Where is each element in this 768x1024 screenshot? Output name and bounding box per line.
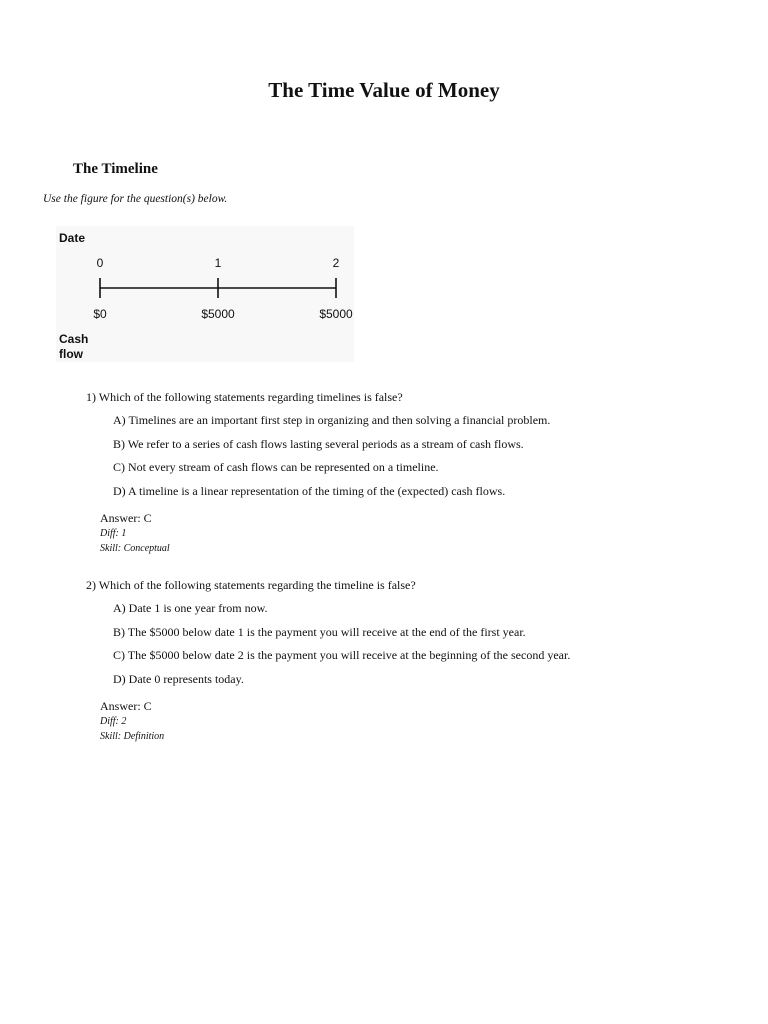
question-stem [86,390,726,405]
section-title: The Timeline [73,161,158,177]
question-number: 2) [86,578,96,592]
question-1 [86,390,726,554]
timeline-svg [56,226,354,362]
difficulty: Diff: 1 [100,528,127,539]
date-0-label: 0 [96,256,104,270]
skill: Skill: Definition [100,731,165,742]
answer: Answer: C [100,511,152,525]
cash-flow-1-label: $5000 [201,307,235,321]
difficulty: Diff: 2 [100,716,127,727]
question-2 [86,578,726,742]
page-title: The Time Value of Money [268,78,500,102]
cash-flow-label-line2: flow [59,347,83,361]
date-label: Date [59,231,86,245]
option-a: A) Timelines are an important first step in organizing and then solving a financial problem. [113,413,551,427]
option-c: C) Not every stream of cash flows can be represented on a timeline. [113,460,439,474]
cash-flow-0-label: $0 [93,307,107,321]
option-b: B) We refer to a series of cash flows lasting several periods as a stream of cash flows. [113,437,524,451]
question-text: Which of the following statements regarding timelines is false? [98,390,403,404]
question-stem [86,578,726,593]
date-2-label: 2 [332,256,340,270]
timeline-figure [56,226,354,362]
option-c: C) The $5000 below date 2 is the payment you will receive at the beginning of the second year. [113,648,571,662]
date-1-label: 1 [214,256,222,270]
cash-flow-label-line1: Cash [59,332,89,346]
question-text: Which of the following statements regarding the timeline is false? [98,578,416,592]
question-number: 1) [86,390,96,404]
option-a: A) Date 1 is one year from now. [113,601,268,615]
skill: Skill: Conceptual [100,543,170,554]
option-d: D) Date 0 represents today. [113,672,244,686]
cash-flow-2-label: $5000 [319,307,353,321]
option-b: B) The $5000 below date 1 is the payment you will receive at the end of the first year. [113,625,526,639]
answer: Answer: C [100,699,152,713]
figure-instruction: Use the figure for the question(s) below. [43,193,228,205]
option-d: D) A timeline is a linear representation of the timing of the (expected) cash flows. [113,484,506,498]
